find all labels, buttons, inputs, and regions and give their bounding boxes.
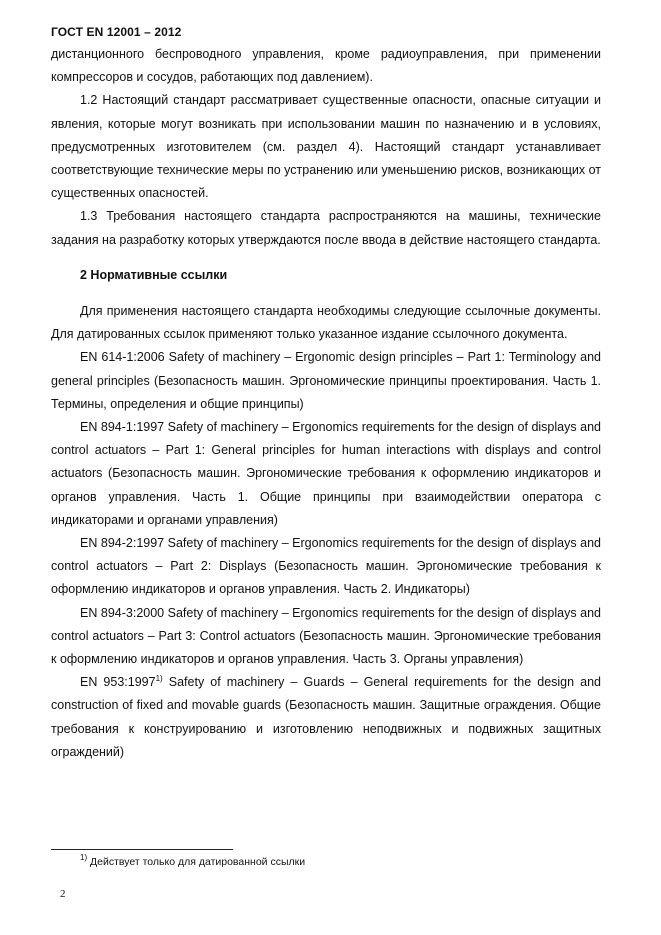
reference-en-614-1: EN 614-1:2006 Safety of machinery – Ergonomic design principles – Part 1: Terminology and general principles (Безопасность машин. Эргономические принципы проектирования. Часть 1. Термины, определения и общие принципы) — [51, 350, 601, 411]
document-header: ГОСТ EN 12001 – 2012 — [51, 25, 182, 39]
paragraph-continuation: дистанционного беспроводного управления, кроме радиоуправления, при применении компрессоров и сосудов, работающих под давлением). — [51, 47, 601, 85]
paragraph-1-2: 1.2 Настоящий стандарт рассматривает существенные опасности, опасные ситуации и явления, которые могут возникать при использовании машин по назначению и в условиях, предусмотренных изготовителем (см. раздел 4). Настоящий стандарт устанавливает соответствующие технические меры по устранению или уменьшению рисков, возникающих от существенных опасностей. — [51, 93, 601, 201]
section-intro: Для применения настоящего стандарта необходимы следующие ссылочные документы. Для датированных ссылок применяют только указанное издание ссылочного документа. — [51, 304, 601, 342]
reference-en-953 — [51, 671, 601, 764]
reference-en-894-1: EN 894-1:1997 Safety of machinery – Ergonomics requirements for the design of displays and control actuators – Part 1: General principles for human interactions with displays and control actuators (Безопасность машин. Эргономические требования к оформлению индикаторов и органов управления. Часть 1. Общие принципы при взаимодействии оператора с индикаторами и органами управления) — [51, 420, 601, 527]
footnote-marker: 1) — [155, 674, 163, 684]
footnote-divider — [51, 849, 233, 850]
page-number: 2 — [60, 888, 66, 900]
paragraph-1-3: 1.3 Требования настоящего стандарта распространяются на машины, технические задания на разработку которых утверждаются после ввода в действие настоящего стандарта. — [51, 209, 601, 247]
footnote — [80, 853, 306, 868]
reference-code: EN 953:1997 — [80, 675, 156, 690]
document-body — [51, 43, 601, 764]
section-heading: 2 Нормативные ссылки — [80, 267, 228, 282]
reference-en-894-3: EN 894-3:2000 Safety of machinery – Ergonomics requirements for the design of displays and control actuators – Part 3: Control actuators (Безопасность машин. Эргономические требования к оформлению индикаторов и органов управления. Часть 3. Органы управления) — [51, 605, 601, 667]
reference-title: Safety of machinery – Guards – General requirements for the design and construction of fixed and movable guards (Безопасность машин. Защитные ограждения. Общие требования к конструированию и изготовлению неподвижных и подвижных защитных ограждений) — [51, 675, 601, 759]
footnote-text: Действует только для датированной ссылки — [87, 856, 306, 868]
footnote-number: 1) — [80, 853, 88, 862]
reference-en-894-2: EN 894-2:1997 Safety of machinery – Ergonomics requirements for the design of displays and control actuators – Part 2: Displays (Безопасность машин. Эргономические требования к оформлению индикаторов и органов управления. Часть 2. Индикаторы) — [51, 536, 601, 597]
